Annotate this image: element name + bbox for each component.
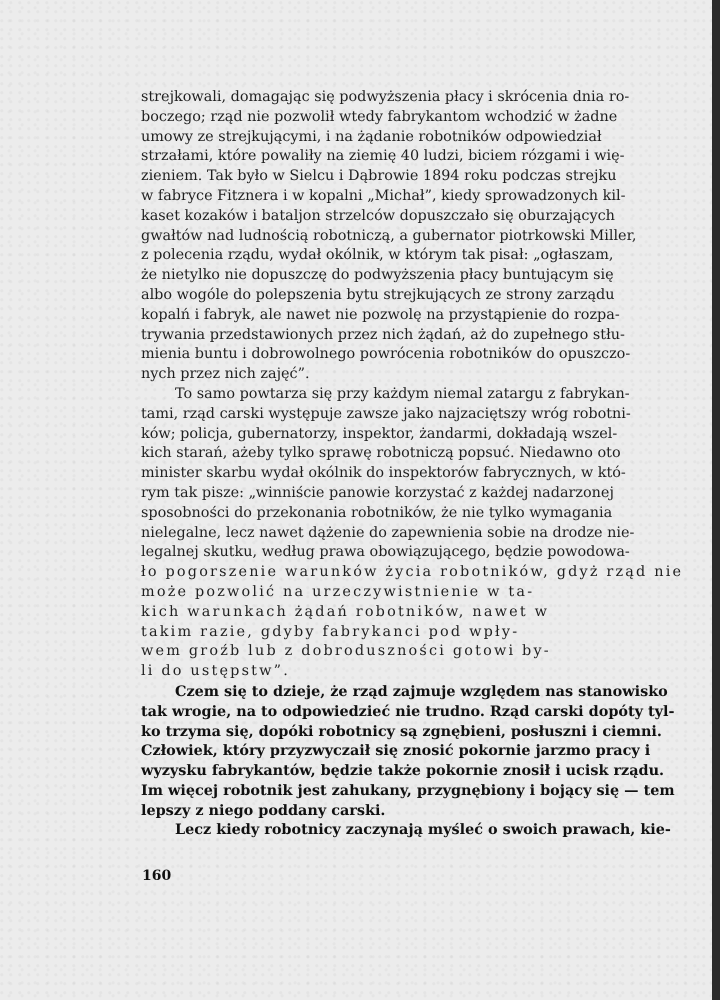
- text-line-22: sposobności do przekonania robotników, że nie tylko wymagania: [141, 504, 613, 521]
- text-line-07: kaset kozaków i bataljon strzelców dopuszczało się oburzających: [141, 207, 615, 224]
- text-line-24: legalnej skutku, według prawa obowiązującego, będzie powodowa-: [141, 544, 630, 561]
- text-line-11: albo wogóle do polepszenia bytu strejkujących ze strony zarządu: [141, 286, 615, 303]
- text-line-06: w fabryce Fitznera i w kopalni „Michał”, kiedy sprowadzonych kil-: [141, 187, 626, 204]
- text-line-08: gwałtów nad ludnością robotniczą, a gubernator piotrkowski Miller,: [141, 227, 637, 244]
- text-line-35: wyzysku fabrykantów, będzie także pokornie znosił i ucisk rządu.: [141, 762, 665, 780]
- text-line-37: lepszy z niego poddany carski.: [141, 801, 386, 819]
- text-line-17: tami, rząd carski występuje zawsze jako najzaciętszy wróg robotni-: [141, 405, 631, 422]
- text-line-33: ko trzyma się, dopóki robotnicy są zgnębieni, posłuszni i ciemni.: [141, 722, 662, 740]
- text-line-19: kich starań, ażeby tylko sprawę robotniczą popsuć. Niedawno oto: [141, 445, 621, 462]
- text-line-23: nielegalne, lecz nawet dążenie do zapewnienia sobie na drodze nie-: [141, 524, 635, 541]
- text-line-20: minister skarbu wydał okólnik do inspektorów fabrycznych, w któ-: [141, 465, 626, 482]
- text-line-26: może pozwolić na urzeczywistnienie w ta-: [141, 583, 535, 600]
- text-line-31: Czem się to dzieje, że rząd zajmuje względem nas stanowisko: [175, 682, 668, 700]
- text-line-25: ło pogorszenie warunków życia robotników, gdyż rząd nie: [141, 564, 684, 581]
- text-line-34: Człowiek, który przyzwyczaił się znosić pokornie jarzmo pracy i: [141, 742, 651, 760]
- body-text: [141, 88, 684, 840]
- page-number: 160: [142, 868, 172, 884]
- text-line-28: takim razie, gdyby fabrykanci pod wpły-: [141, 623, 520, 640]
- text-line-04: strzałami, które powaliły na ziemię 40 ludzi, biciem rózgami i wię-: [141, 148, 625, 165]
- text-line-18: ków; policja, gubernatorzy, inspektor, żandarmi, dokładają wszel-: [141, 425, 618, 442]
- text-line-29: wem groźb lub z dobroduszności gotowi by-: [141, 643, 551, 660]
- text-line-12: kopalń i fabryk, ale nawet nie pozwolę na przystąpienie do rozpa-: [141, 306, 620, 323]
- text-line-09: z polecenia rządu, wydał okólnik, w którym tak pisał: „ogłaszam,: [141, 247, 614, 264]
- text-line-27: kich warunkach żądań robotników, nawet w: [141, 603, 550, 620]
- text-line-21: rym tak pisze: „winniście panowie korzystać z każdej nadarzonej: [141, 484, 614, 501]
- text-line-13: trywania przedstawionych przez nich żądań, aż do zupełnego stłu-: [141, 326, 625, 343]
- text-line-14: mienia buntu i dobrowolnego powrócenia robotników do opuszczo-: [141, 346, 631, 363]
- page-shadow-edge: [712, 0, 720, 1000]
- text-line-38: Lecz kiedy robotnicy zaczynają myśleć o swoich prawach, kie-: [175, 821, 671, 839]
- text-line-01: strejkowali, domagając się podwyższenia płacy i skrócenia dnia ro-: [141, 89, 630, 105]
- text-line-02: boczego; rząd nie pozwolił wtedy fabrykantom wchodzić w żadne: [141, 108, 618, 125]
- text-line-10: że nietylko nie dopuszczę do podwyższenia płacy buntującym się: [141, 267, 614, 284]
- text-line-16: To samo powtarza się przy każdym niemal zatargu z fabrykan-: [175, 385, 630, 402]
- text-line-30: li do ustępstw”.: [141, 663, 291, 680]
- text-line-36: Im więcej robotnik jest zahukany, przygnębiony i bojący się — tem: [141, 781, 675, 799]
- text-line-15: nych przez nich zajęć”.: [141, 366, 310, 383]
- text-line-05: zieniem. Tak było w Sielcu i Dąbrowie 1894 roku podczas strejku: [141, 168, 617, 185]
- text-line-03: umowy ze strejkującymi, i na żądanie robotników odpowiedział: [141, 128, 602, 145]
- text-line-32: tak wrogie, na to odpowiedzieć nie trudno. Rząd carski dopóty tyl-: [141, 702, 675, 720]
